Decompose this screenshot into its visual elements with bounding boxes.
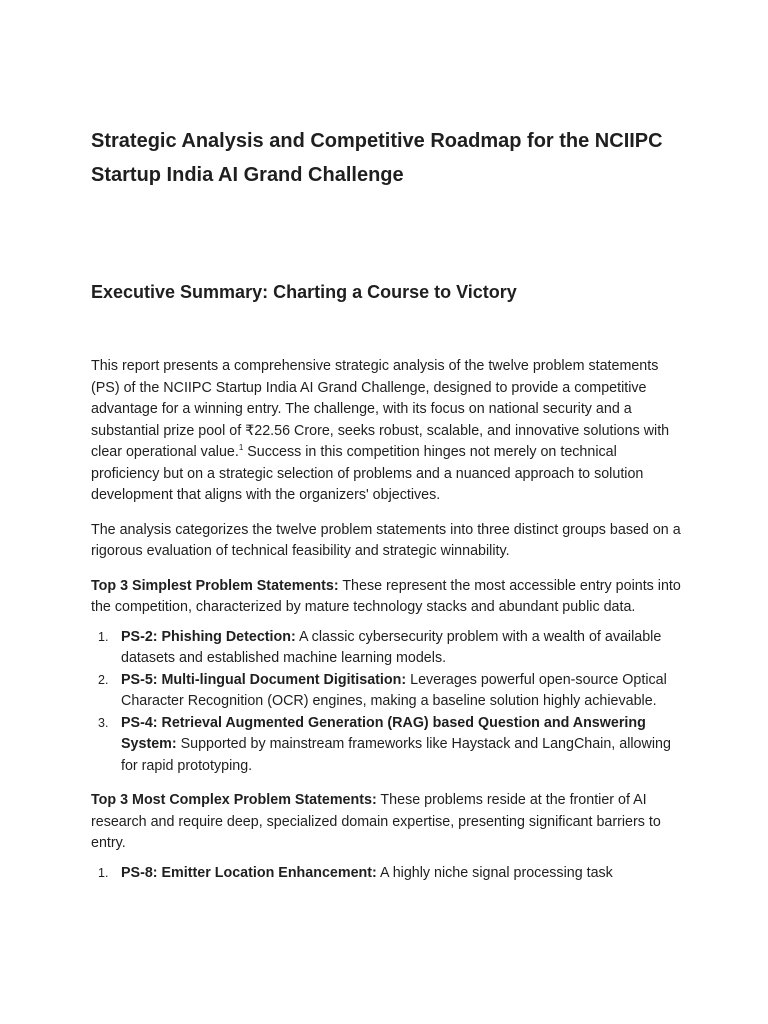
intro-text: This report presents a comprehensive strategic analysis of the twelve problem statements (PS) of the NCIIPC Startup India AI Grand Challenge, designed to provide a competitive advantage for a winning entry. The challenge, with its focus on national security and a substantial prize pool of ₹22.56 Crore, seeks robust, scalable, and innovative solutions with clear operational value. [91,358,670,460]
list-item-text: A classic cybersecurity problem with a wealth of available datasets and established machine learning models. [121,628,662,666]
complex-lead: Top 3 Most Complex Problem Statements: [91,792,377,808]
complex-list [91,863,681,885]
intro-paragraph [91,356,681,507]
section-heading-executive-summary: Executive Summary: Charting a Course to Victory [91,282,517,302]
list-item-text: Leverages powerful open-source Optical Character Recognition (OCR) engines, making a baseline solution highly achievable. [121,671,667,709]
list-item [91,713,681,778]
list-number: 3. [98,715,109,730]
list-item-title: PS-2: Phishing Detection: [121,628,296,645]
list-item-text: Supported by mainstream frameworks like Haystack and LangChain, allowing for rapid prototyping. [121,736,671,774]
simplest-list [91,627,681,778]
list-number: 2. [98,672,109,687]
list-item-title: PS-8: Emitter Location Enhancement: [121,864,377,881]
list-item [91,863,681,885]
list-number: 1. [98,865,109,880]
simplest-text: These represent the most accessible entry points into the competition, characterized by mature technology stacks and abundant public data. [91,577,681,615]
list-item-title: PS-5: Multi-lingual Document Digitisation: [121,671,407,688]
body-content [91,356,681,884]
intro-text-continued: Success in this competition hinges not merely on technical proficiency but on a strategic selection of problems and a nuanced approach to solution development that aligns with the organizers' objectives. [91,444,644,503]
list-item [91,670,681,713]
simplest-intro [91,576,681,619]
complex-text: These problems reside at the frontier of AI research and require deep, specialized domain expertise, presenting significant barriers to entry. [91,792,661,851]
analysis-paragraph: The analysis categorizes the twelve problem statements into three distinct groups based on a rigorous evaluation of technical feasibility and strategic winnability. [91,521,681,559]
citation-marker[interactable]: 1 [238,443,244,453]
list-number: 1. [98,629,109,644]
complex-intro [91,790,681,855]
document-title: Strategic Analysis and Competitive Roadmap for the NCIIPC Startup India AI Grand Challenge [91,130,663,186]
simplest-lead: Top 3 Simplest Problem Statements: [91,577,339,594]
list-item [91,627,681,670]
list-item-title: PS-4: Retrieval Augmented Generation (RAG) based Question and Answering System: [121,714,646,752]
list-item-text: A highly niche signal processing task [376,864,613,881]
